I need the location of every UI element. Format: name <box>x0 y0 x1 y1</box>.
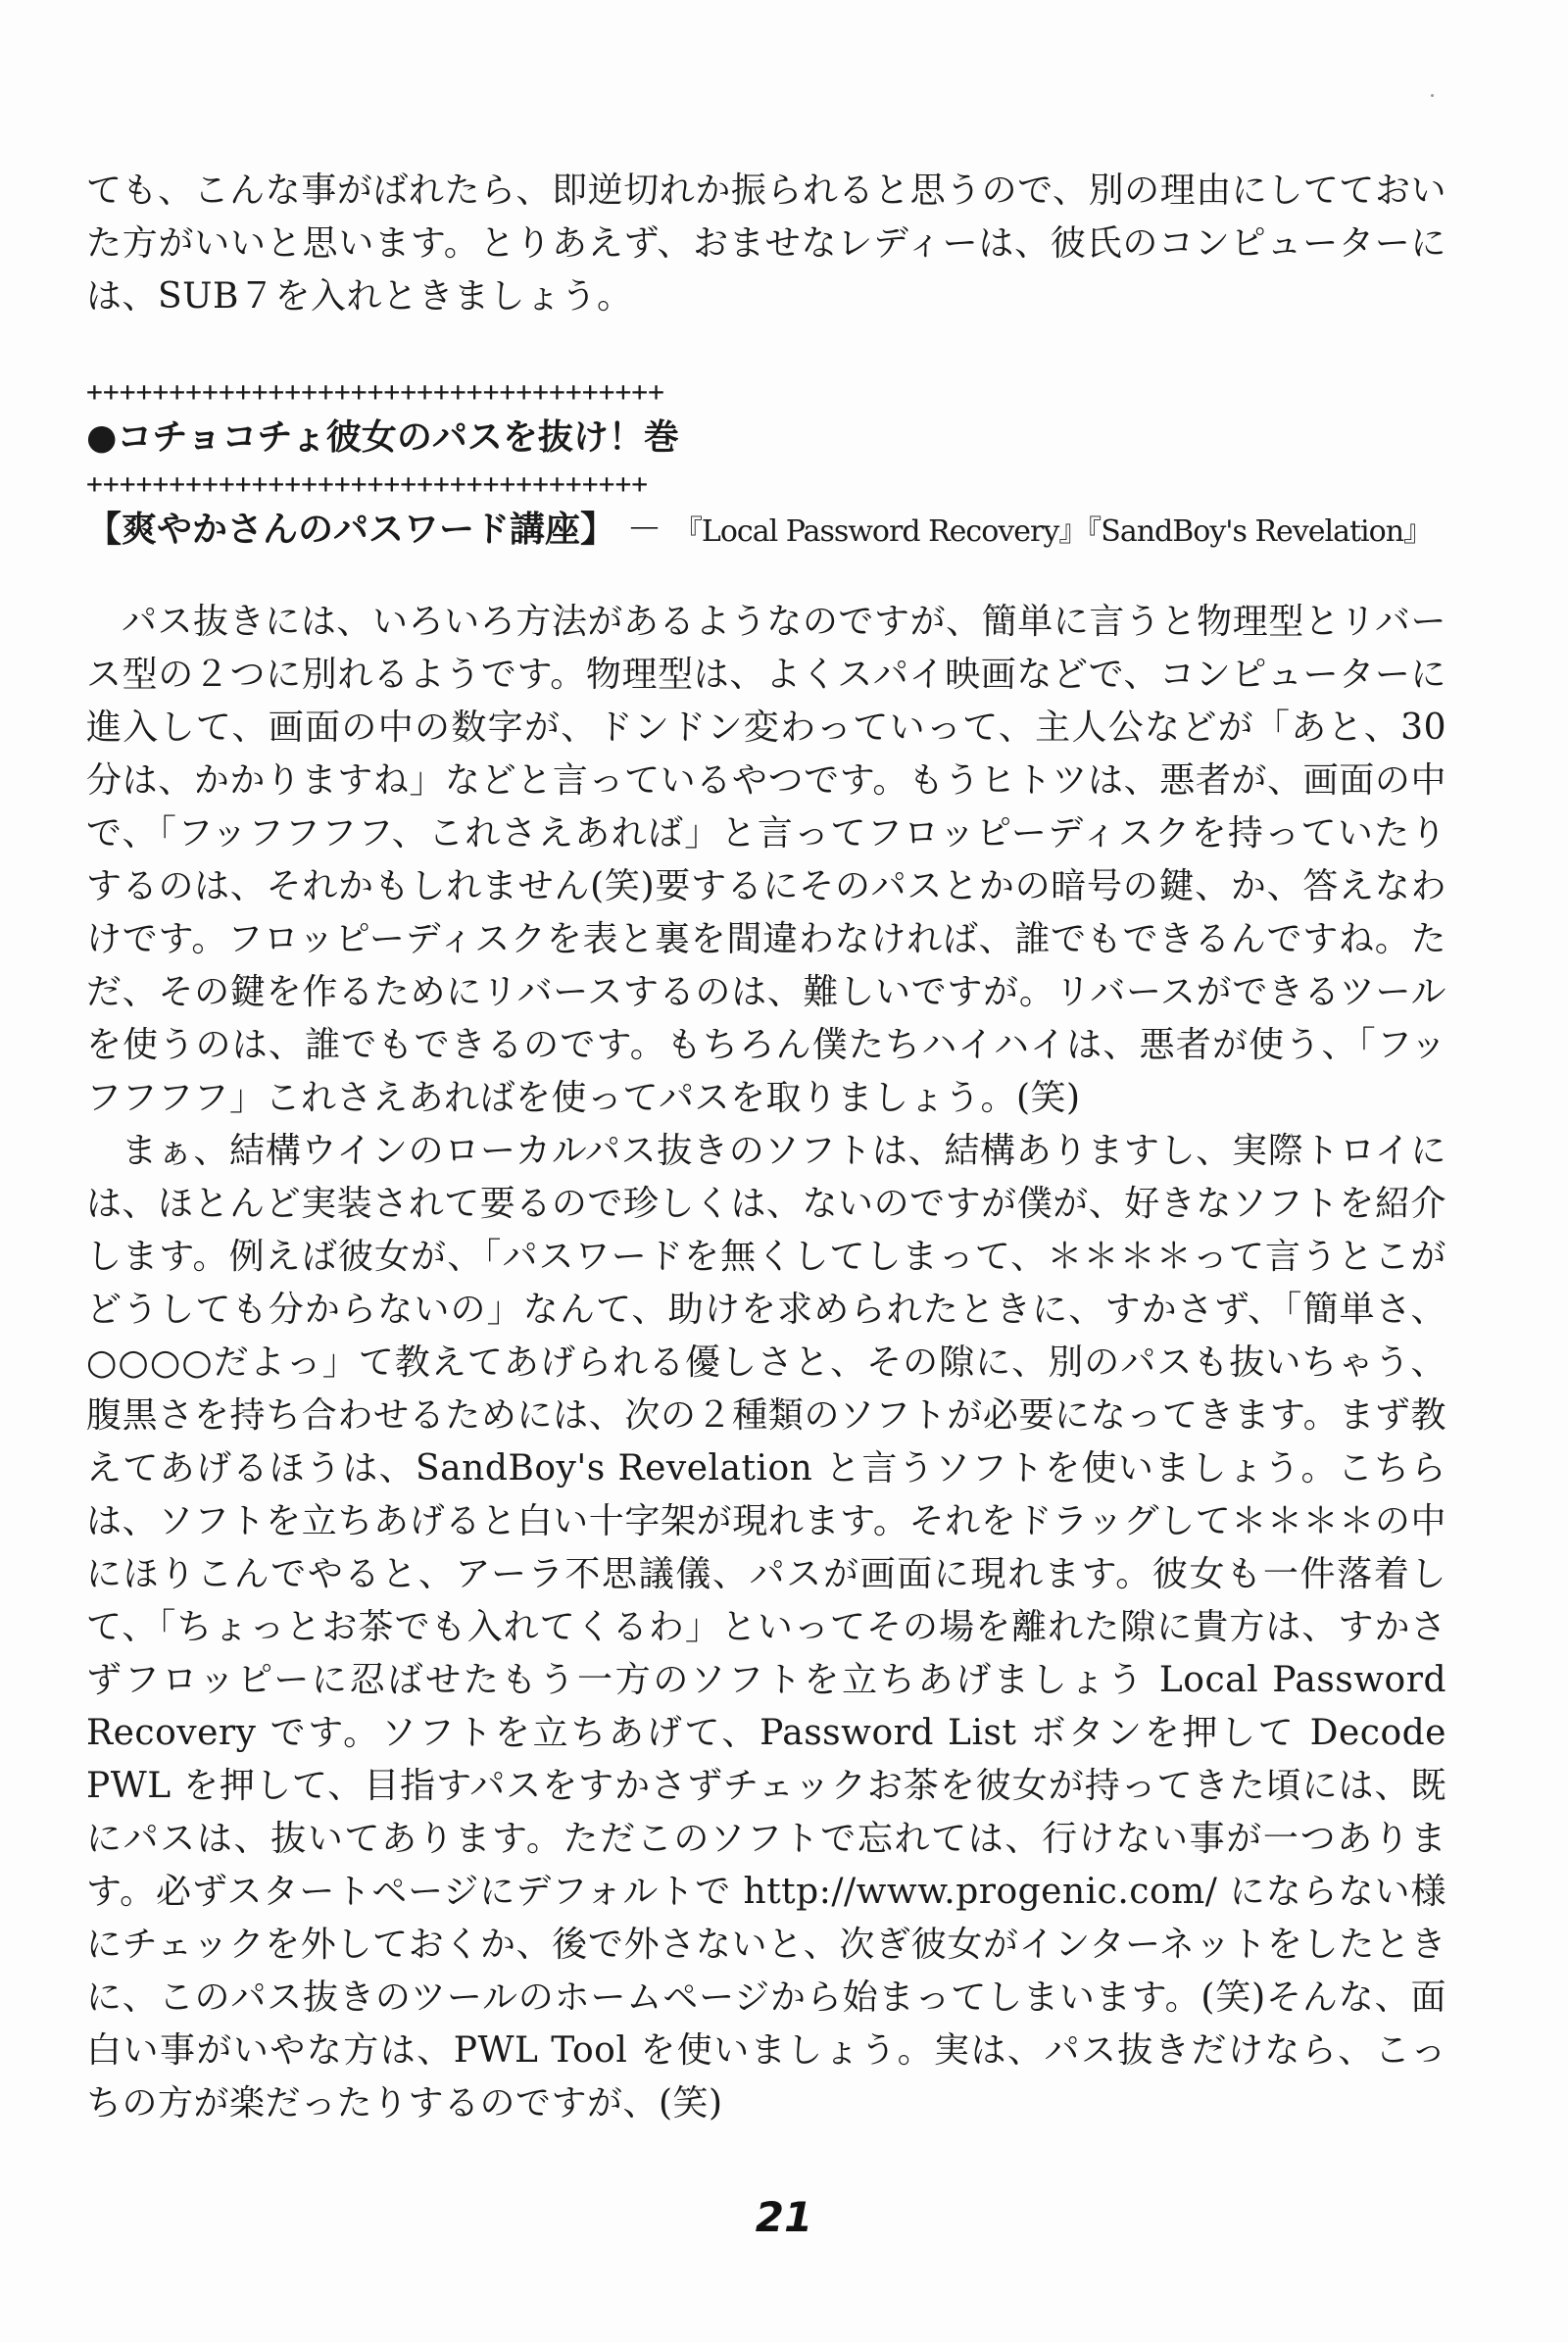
scan-speck <box>1431 94 1434 97</box>
sub-heading-title: 【爽やかさんのパスワード講座】 <box>86 510 616 550</box>
sub-heading-software-titles: 『Local Password Recovery』『SandBoy's Revelation』 <box>672 514 1433 549</box>
intro-paragraph: ても、こんな事がばれたら、即逆切れか振られると思うので、別の理由にしてておいた方がいいと思います。とりあえず、おませなレディーは、彼氏のコンピューターには、SUB７を入れときましょう。 <box>86 171 1446 317</box>
sub-heading-dash: － <box>626 510 662 550</box>
page-number: 21 <box>755 2193 813 2241</box>
body-paragraph-1: パス抜きには、いろいろ方法があるようなのですが、簡単に言うと物理型とリバース型の２つに別れるようです。物理型は、よくスパイ映画などで、コンピューターに進入して、画面の中の数字が、ドンドン変わっていって、主人公などが「あと、30分は、かかりますね」などと言っているやつです。もうヒトツは、悪者が、画面の中で、「フッフフフフ、これさえあれば」と言ってフロッピーディスクを持っていたりするのは、それかもしれません(笑)要するにそのパスとかの暗号の鍵、か、答えなわけです。フロッピーディスクを表と裏を間違わなければ、誰でもできるんですね。ただ、その鍵を作るためにリバースするのは、難しいですが。リバースができるツールを使うのは、誰でもできるのです。もちろん僕たちハイハイは、悪者が使う、「フッフフフフ」これさえあればを使ってパスを取りましょう。(笑) <box>86 602 1446 1118</box>
section-heading: ●コチョコチょ彼女のパスを抜け！巻 <box>86 417 679 458</box>
separator-bottom: ++++++++++++++++++++++++++++++++++ <box>86 467 649 500</box>
separator-top: +++++++++++++++++++++++++++++++++++ <box>86 375 665 408</box>
page-content <box>86 165 1446 2130</box>
body-paragraph-2: まぁ、結構ウインのローカルパス抜きのソフトは、結構ありますし、実際トロイには、ほとんど実装されて要るので珍しくは、ないのですが僕が、好きなソフトを紹介します。例えば彼女が、「パスワードを無くしてしまって、＊＊＊＊って言うとこがどうしても分からないの」なんて、助けを求められたときに、すかさず、「簡単さ、○○○○だよっ」て教えてあげられる優しさと、その隙に、別のパスも抜いちゃう、腹黒さを持ち合わせるためには、次の２種類のソフトが必要になってきます。まず教えてあげるほうは、SandBoy's Revelation と言うソフトを使いましょう。こちらは、ソフトを立ちあげると白い十字架が現れます。それをドラッグして＊＊＊＊の中にほりこんでやると、アーラ不思議儀、パスが画面に現れます。彼女も一件落着して、「ちょっとお茶でも入れてくるわ」といってその場を離れた隙に貴方は、すかさずフロッピーに忍ばせたもう一方のソフトを立ちあげましょう Local Password Recovery です。ソフトを立ちあげて、Password List ボタンを押して Decode PWL を押して、目指すパスをすかさずチェックお茶を彼女が持ってきた頃には、既にパスは、抜いてあります。ただこのソフトで忘れては、行けない事が一つあります。必ずスタートページにデフォルトで http://www.progenic.com/ にならない様にチェックを外しておくか、後で外さないと、次ぎ彼女がインターネットをしたときに、このパス抜きのツールのホームページから始まってしまいます。(笑)そんな、面白い事がいやな方は、PWL Tool を使いましょう。実は、パス抜きだけなら、こっちの方が楽だったりするのですが、(笑) <box>86 1131 1446 2123</box>
sub-heading <box>86 504 1446 559</box>
